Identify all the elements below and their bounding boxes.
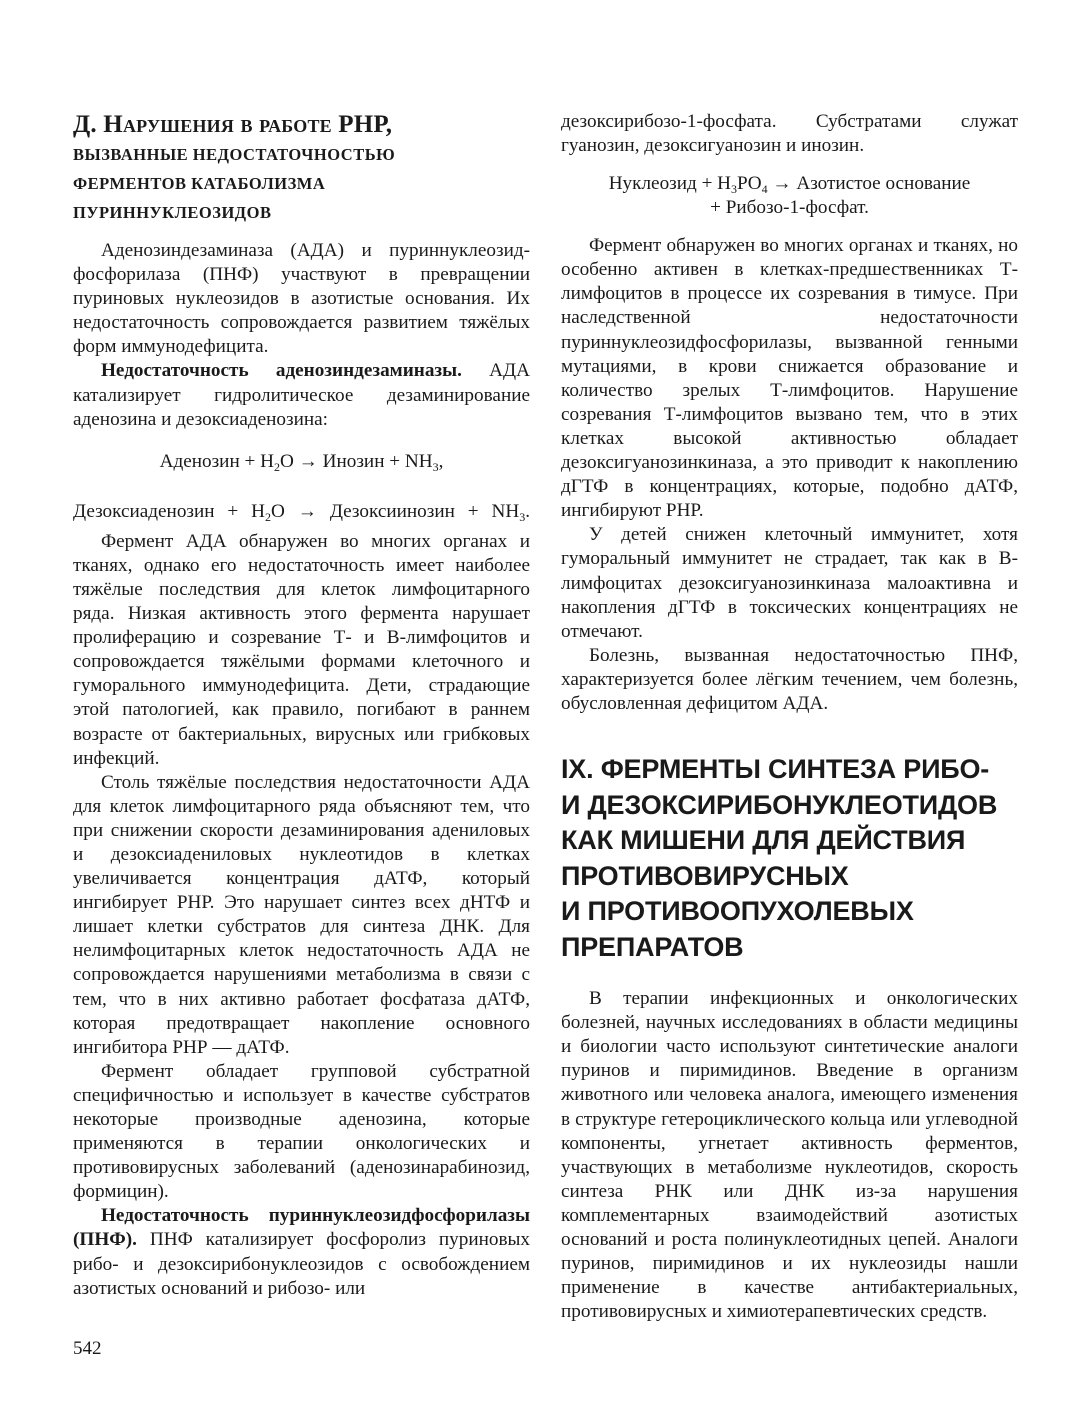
paragraph: дезоксирибозо-1-фосфата. Субстратами служат гуанозин, дезоксигуанозин и инозин. [561, 111, 1018, 157]
paragraph-text: ПНФ катализирует фосфоролиз пуриновых рибо- и дезоксирибонуклеозидов с освобождением азотистых оснований и рибозо- или [73, 1229, 530, 1299]
chapter-heading-line: И ПРОТИВООПУХОЛЕВЫХ [561, 896, 914, 927]
section-heading-line: ПУРИННУКЛЕОЗИДОВ [73, 203, 272, 222]
chapter-heading-line: ПРОТИВОВИРУСНЫХ [561, 860, 849, 891]
run-in-heading: Недостаточность аденозиндезаминазы. [101, 360, 462, 382]
section-heading-line: ФЕРМЕНТОВ КАТАБОЛИЗМА [73, 174, 326, 193]
chapter-heading-line: ПРЕПАРАТОВ [561, 931, 744, 962]
equation-deoxyadenosine: Дезоксиаденозин + $H_2O$ → Дезоксиинозин + $NH_3$. [73, 500, 530, 524]
chapter-heading-ix [561, 752, 1018, 965]
section-heading-line: Д. Нарушения в работе РНР, [73, 111, 393, 138]
paragraph: Фермент АДА обнаружен во многих органах и тканях, однако его недостаточность имеет наиболее тяжёлые последствия для клеток лимфоцитарного ряда. Низкая активность этого фермента нарушает пролиферацию и созревание Т- и В-лимфоцитов и сопровождается тяжёлыми формами клеточного и гуморального иммунодефицита. Дети, страдающие этой патологией, как правило, погибают в раннем возрасте от бактериальных, вирусных или грибковых инфекций. [73, 530, 530, 769]
run-in-heading: Недостаточность пуриннуклеозидфосфорилазы (ПНФ). [73, 1205, 530, 1251]
paragraph: Столь тяжёлые последствия недостаточности АДА для клеток лимфоцитарного ряда объясняют тем, что при снижении скорости дезаминирования адениловых и дезоксиадениловых нуклеотидов в клетках увеличивается концентрация дАТФ, который ингибирует РНР. Это нарушает синтез всех дНТФ и лишает клетки субстратов для синтеза ДНК. Для нелимфоцитарных клеток недостаточность АДА не сопровождается нарушениями метаболизма в связи с тем, что в них активно работает фосфатаза дАТФ, которая предотвращает накопление основного ингибитора РНР — дАТФ. [73, 771, 530, 1058]
paragraph: Фермент обладает групповой субстратной специфичностью и использует в качестве субстратов некоторые производные аденозина, которые применяются в терапии онкологических и противовирусных заболеваний (аденозинарабинозид, формицин). [73, 1060, 530, 1203]
section-heading-line: ВЫЗВАННЫЕ НЕДОСТАТОЧНОСТЬЮ [73, 145, 396, 164]
paragraph [73, 1204, 530, 1300]
paragraph [73, 359, 530, 431]
equation-adenosine: Аденозин + $H_2O$ → Инозин + $NH_3$, [159, 450, 444, 474]
chapter-heading-line: И ДЕЗОКСИРИБОНУКЛЕОТИДОВ [561, 789, 998, 820]
paragraph: У детей снижен клеточный иммунитет, хотя гуморальный иммунитет не страдает, так как в В-лимфоцитах дезоксигуанозинкиназа малоактивна и накопления дГТФ в токсических концентрациях не отмечают. [561, 524, 1018, 642]
left-column [73, 110, 530, 1301]
paragraph: Аденозиндезаминаза (АДА) и пуриннуклеозид-фосфорилаза (ПНФ) участвуют в превращении пуриновых нуклеозидов в азотистые основания. Их недостаточность сопровождается развитием тяжёлых форм иммунодефицита. [73, 240, 530, 358]
chapter-heading-line: КАК МИШЕНИ ДЛЯ ДЕЙСТВИЯ [561, 825, 966, 856]
paragraph: Болезнь, вызванная недостаточностью ПНФ, характеризуется более лёгким течением, чем болезнь, обусловленная дефицитом АДА. [561, 644, 1018, 714]
section-heading-d [73, 110, 530, 227]
paragraph: Фермент обнаружен во многих органах и тканях, но особенно активен в клетках-предшественниках Т-лимфоцитов в процессе их созревания в тимусе. При наследственной недостаточности пуриннуклеозидфосфорилазы, вызванной генными мутациями, в крови снижается образование и количество зрелых Т-лимфоцитов. Нарушение созревания Т-лимфоцитов вызвано тем, что в этих клетках высокой активностью обладает дезоксигуанозинкиназа, а это приводит к накоплению дГТФ в концентрациях, которые, подобно дАТФ, ингибируют РНР. [561, 235, 1018, 522]
paragraph: В терапии инфекционных и онкологических болезней, научных исследованиях в области медицины и биологии часто используют синтетические аналоги пуринов и пиримидинов. Введение в организм животного или человека аналога, имеющего изменения в структуре гетероциклического кольца или углеводной компоненты, угнетает активность ферментов, участвующих в метаболизме нуклеотидов, скорость синтеза РНК или ДНК из-за нарушения комплементарных взаимодействий азотистых оснований и роста полинуклеотидных цепей. Аналоги пуринов, пиримидинов и их нуклеозиды нашли применение в качестве антибактериальных, противовирусных и химиотерапевтических средств. [561, 988, 1018, 1323]
equation-phosphorolysis: Нуклеозид + $H_3PO_4$ → Азотистое основание [608, 173, 971, 197]
chapter-heading-line: IX. ФЕРМЕНТЫ СИНТЕЗА РИБО- [561, 754, 990, 785]
right-column [561, 110, 1018, 1324]
equation-phosphorolysis-line2: + Рибозо-1-фосфат. [710, 197, 869, 219]
page-number: 542 [73, 1338, 102, 1359]
paragraph-text: АДА катализирует гидролитическое дезаминирование аденозина и дезоксиаденозина: [73, 360, 530, 430]
